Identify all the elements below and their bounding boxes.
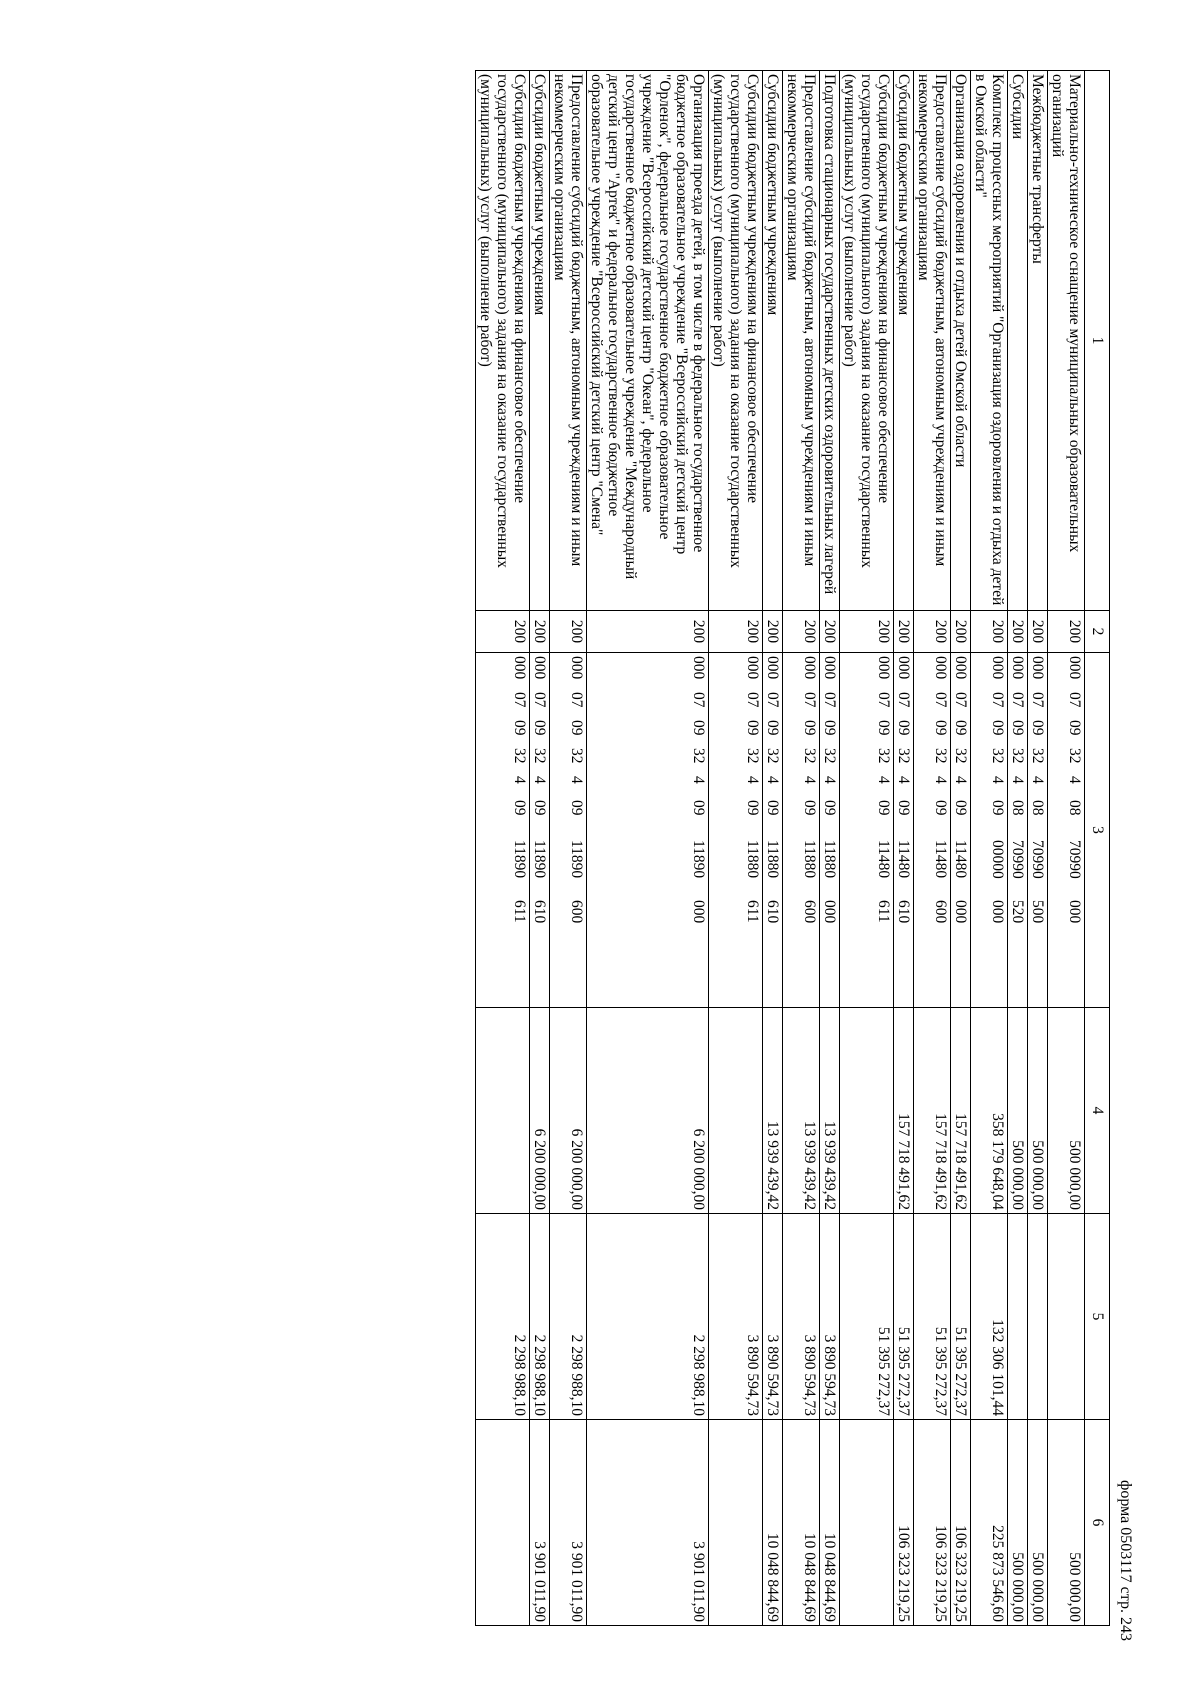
code-segment: 000 (744, 656, 761, 680)
code-segment: 32 (568, 748, 585, 764)
row-amount-col-5: 51 395 272,37 (951, 1214, 971, 1420)
row-amount-col-6: 106 323 219,25 (951, 1420, 971, 1626)
header-col-6: 6 (1085, 1420, 1110, 1626)
code-segment: 09 (511, 800, 528, 816)
header-col-3: 3 (1085, 653, 1110, 1008)
code-segment: 09 (801, 720, 818, 736)
row-budget-code (894, 653, 914, 1008)
row-amount-col-6 (840, 1420, 894, 1626)
code-segment: 70990 (1066, 840, 1083, 879)
row-amount-col-4 (709, 1008, 763, 1214)
code-segment: 70990 (1009, 840, 1026, 879)
code-segment: 07 (952, 692, 969, 708)
code-segment: 09 (875, 800, 892, 816)
code-segment: 32 (764, 748, 781, 764)
code-segment: 4 (1009, 776, 1026, 784)
table-row (587, 71, 709, 1626)
code-segment: 09 (744, 720, 761, 736)
code-segment: 4 (531, 776, 548, 784)
code-segment: 11480 (952, 840, 969, 879)
code-segment: 4 (744, 776, 761, 784)
row-amount-col-5 (1048, 1214, 1085, 1420)
code-segment: 000 (690, 656, 707, 680)
code-segment: 00000 (989, 840, 1006, 879)
row-amount-col-5: 3 890 594,73 (820, 1214, 840, 1420)
table-row (840, 71, 894, 1626)
code-segment: 08 (1009, 800, 1026, 816)
code-segment: 11890 (568, 840, 585, 879)
code-segment: 09 (568, 720, 585, 736)
code-segment: 07 (690, 692, 707, 708)
header-col-2: 2 (1085, 611, 1110, 653)
code-segment: 11480 (895, 840, 912, 879)
code-segment: 07 (801, 692, 818, 708)
code-segment: 000 (952, 900, 969, 924)
code-segment: 09 (989, 720, 1006, 736)
code-segment: 520 (1009, 900, 1026, 924)
row-name: Субсидии (1008, 71, 1028, 611)
code-segment: 08 (1066, 800, 1083, 816)
code-segment: 07 (1009, 692, 1026, 708)
row-amount-col-5 (1028, 1214, 1048, 1420)
row-amount-col-6: 10 048 844,69 (763, 1420, 783, 1626)
code-segment: 000 (875, 656, 892, 680)
code-segment: 000 (1009, 656, 1026, 680)
code-segment: 611 (744, 900, 761, 923)
table-row (1008, 71, 1028, 1626)
row-amount-col-4: 6 200 000,00 (550, 1008, 587, 1214)
code-segment: 610 (764, 900, 781, 924)
row-amount-col-6 (476, 1420, 530, 1626)
row-name: Комплекс процессных мероприятий "Организация оздоровления и отдыха детей в Омской области" (971, 71, 1008, 611)
row-amount-col-6: 225 873 546,60 (971, 1420, 1008, 1626)
code-segment: 4 (821, 776, 838, 784)
row-amount-col-5: 132 306 101,44 (971, 1214, 1008, 1420)
row-name: Предоставление субсидий бюджетным, автономным учреждениям и иным некоммерческим организациям (550, 71, 587, 611)
code-segment: 09 (744, 800, 761, 816)
code-segment: 32 (932, 748, 949, 764)
row-budget-code (550, 653, 587, 1008)
row-amount-col-4: 6 200 000,00 (530, 1008, 550, 1214)
code-segment: 07 (895, 692, 912, 708)
row-name: Межбюджетные трансферты (1028, 71, 1048, 611)
code-segment: 07 (1029, 692, 1046, 708)
row-name: Предоставление субсидий бюджетным, автономным учреждениям и иным некоммерческим организациям (783, 71, 820, 611)
row-amount-col-4: 6 200 000,00 (587, 1008, 709, 1214)
code-segment: 09 (821, 800, 838, 816)
code-segment: 32 (1009, 748, 1026, 764)
code-segment: 000 (1066, 900, 1083, 924)
code-segment: 4 (764, 776, 781, 784)
row-name: Предоставление субсидий бюджетным, автономным учреждениям и иным некоммерческим организациям (914, 71, 951, 611)
code-segment: 09 (989, 800, 1006, 816)
row-budget-code (709, 653, 763, 1008)
code-segment: 000 (690, 900, 707, 924)
code-segment: 09 (932, 720, 949, 736)
code-segment: 4 (511, 776, 528, 784)
code-segment: 32 (1029, 748, 1046, 764)
row-line-code: 200 (587, 611, 709, 653)
row-amount-col-4: 157 718 491,62 (914, 1008, 951, 1214)
row-name: Организация проезда детей, в том числе в федеральное государственное бюджетное образовательное учреждение "Всероссийский детский центр "Орленок", федеральное государственное бюджетное образовательное учреждение "Всероссийский детский центр "Океан", федеральное государственное бюджетное образовательное учреждение "Международный детский центр "Артек" и федеральное государственное бюджетное образовательное учреждение "Всероссийский детский центр "Смена" (587, 71, 709, 611)
code-segment: 600 (568, 900, 585, 924)
code-segment: 4 (568, 776, 585, 784)
code-segment: 4 (1029, 776, 1046, 784)
row-amount-col-6: 3 901 011,90 (587, 1420, 709, 1626)
row-budget-code (840, 653, 894, 1008)
code-segment: 32 (821, 748, 838, 764)
code-segment: 11880 (821, 840, 838, 879)
code-segment: 32 (1066, 748, 1083, 764)
code-segment: 32 (690, 748, 707, 764)
code-segment: 09 (531, 800, 548, 816)
row-line-code: 200 (1048, 611, 1085, 653)
code-segment: 000 (531, 656, 548, 680)
code-segment: 000 (801, 656, 818, 680)
row-budget-code (1008, 653, 1028, 1008)
code-segment: 32 (989, 748, 1006, 764)
code-segment: 09 (690, 800, 707, 816)
row-amount-col-5: 2 298 988,10 (587, 1214, 709, 1420)
code-segment: 4 (952, 776, 969, 784)
code-segment: 09 (690, 720, 707, 736)
row-amount-col-4: 500 000,00 (1028, 1008, 1048, 1214)
row-amount-col-4: 157 718 491,62 (951, 1008, 971, 1214)
code-segment: 07 (744, 692, 761, 708)
code-segment: 611 (511, 900, 528, 923)
code-segment: 000 (989, 656, 1006, 680)
form-reference: форма 0503117 стр. 243 (1117, 1480, 1134, 1641)
code-segment: 09 (1029, 720, 1046, 736)
row-budget-code (971, 653, 1008, 1008)
row-amount-col-6: 500 000,00 (1028, 1420, 1048, 1626)
row-amount-col-5: 3 890 594,73 (763, 1214, 783, 1420)
row-amount-col-4: 13 939 439,42 (783, 1008, 820, 1214)
row-amount-col-4 (476, 1008, 530, 1214)
code-segment: 11480 (932, 840, 949, 879)
code-segment: 4 (690, 776, 707, 784)
row-amount-col-5 (1008, 1214, 1028, 1420)
code-segment: 000 (568, 656, 585, 680)
code-segment: 600 (801, 900, 818, 924)
row-line-code: 200 (894, 611, 914, 653)
code-segment: 4 (932, 776, 949, 784)
code-segment: 09 (1009, 720, 1026, 736)
row-budget-code (783, 653, 820, 1008)
row-budget-code (530, 653, 550, 1008)
row-name: Субсидии бюджетным учреждениям на финансовое обеспечение государственного (муниципального) задания на оказание государственных (муниципальных) услуг (выполнение работ) (476, 71, 530, 611)
table-row (914, 71, 951, 1626)
code-segment: 000 (511, 656, 528, 680)
code-segment: 32 (875, 748, 892, 764)
code-segment: 32 (952, 748, 969, 764)
row-line-code: 200 (763, 611, 783, 653)
code-segment: 09 (764, 720, 781, 736)
code-segment: 09 (568, 800, 585, 816)
header-col-4: 4 (1085, 1008, 1110, 1214)
row-amount-col-5: 51 395 272,37 (840, 1214, 894, 1420)
table-row (476, 71, 530, 1626)
code-segment: 09 (801, 800, 818, 816)
code-segment: 000 (1066, 656, 1083, 680)
code-segment: 09 (932, 800, 949, 816)
row-name: Субсидии бюджетным учреждениям (530, 71, 550, 611)
row-amount-col-6: 3 901 011,90 (530, 1420, 550, 1626)
code-segment: 70990 (1029, 840, 1046, 879)
row-amount-col-6: 3 901 011,90 (550, 1420, 587, 1626)
row-line-code: 200 (550, 611, 587, 653)
code-segment: 11890 (690, 840, 707, 879)
row-name: Субсидии бюджетным учреждениям (763, 71, 783, 611)
table-row (951, 71, 971, 1626)
row-budget-code (1028, 653, 1048, 1008)
header-row (1085, 71, 1110, 1626)
code-segment: 11880 (764, 840, 781, 879)
row-budget-code (914, 653, 951, 1008)
table-row (820, 71, 840, 1626)
code-segment: 07 (875, 692, 892, 708)
code-segment: 09 (1066, 720, 1083, 736)
code-segment: 000 (1029, 656, 1046, 680)
code-segment: 07 (1066, 692, 1083, 708)
code-segment: 09 (895, 800, 912, 816)
code-segment: 07 (932, 692, 949, 708)
code-segment: 000 (932, 656, 949, 680)
code-segment: 32 (895, 748, 912, 764)
row-amount-col-4: 13 939 439,42 (820, 1008, 840, 1214)
code-segment: 11880 (801, 840, 818, 879)
row-budget-code (1048, 653, 1085, 1008)
code-segment: 610 (895, 900, 912, 924)
code-segment: 11480 (875, 840, 892, 879)
code-segment: 4 (895, 776, 912, 784)
row-line-code: 200 (476, 611, 530, 653)
row-line-code: 200 (1008, 611, 1028, 653)
row-amount-col-4: 13 939 439,42 (763, 1008, 783, 1214)
row-name: Подготовка стационарных государственных детских оздоровительных лагерей (820, 71, 840, 611)
code-segment: 09 (821, 720, 838, 736)
table-row (763, 71, 783, 1626)
code-segment: 08 (1029, 800, 1046, 816)
row-line-code: 200 (914, 611, 951, 653)
row-budget-code (763, 653, 783, 1008)
code-segment: 11880 (744, 840, 761, 879)
code-segment: 000 (952, 656, 969, 680)
table-row (971, 71, 1008, 1626)
row-amount-col-5: 51 395 272,37 (914, 1214, 951, 1420)
header-col-5: 5 (1085, 1214, 1110, 1420)
code-segment: 000 (821, 656, 838, 680)
table-row (894, 71, 914, 1626)
row-budget-code (820, 653, 840, 1008)
row-name: Организация оздоровления и отдыха детей Омской области (951, 71, 971, 611)
row-name: Материально-техническое оснащение муниципальных образовательных организаций (1048, 71, 1085, 611)
table-row (550, 71, 587, 1626)
code-segment: 07 (989, 692, 1006, 708)
row-name: Субсидии бюджетным учреждениям на финансовое обеспечение государственного (муниципального) задания на оказание государственных (муниципальных) услуг (выполнение работ) (709, 71, 763, 611)
row-amount-col-6: 106 323 219,25 (914, 1420, 951, 1626)
row-amount-col-6: 500 000,00 (1048, 1420, 1085, 1626)
row-amount-col-4: 358 179 648,04 (971, 1008, 1008, 1214)
row-amount-col-4: 157 718 491,62 (894, 1008, 914, 1214)
row-budget-code (951, 653, 971, 1008)
code-segment: 000 (895, 656, 912, 680)
row-amount-col-5: 51 395 272,37 (894, 1214, 914, 1420)
code-segment: 4 (989, 776, 1006, 784)
row-amount-col-5: 3 890 594,73 (709, 1214, 763, 1420)
table-body (476, 71, 1085, 1626)
code-segment: 500 (1029, 900, 1046, 924)
code-segment: 11890 (531, 840, 548, 879)
code-segment: 07 (764, 692, 781, 708)
code-segment: 4 (875, 776, 892, 784)
row-line-code: 200 (783, 611, 820, 653)
row-amount-col-6: 10 048 844,69 (783, 1420, 820, 1626)
code-segment: 32 (511, 748, 528, 764)
table-row (783, 71, 820, 1626)
code-segment: 000 (989, 900, 1006, 924)
row-line-code: 200 (530, 611, 550, 653)
code-segment: 09 (875, 720, 892, 736)
row-amount-col-4 (840, 1008, 894, 1214)
row-amount-col-5: 2 298 988,10 (530, 1214, 550, 1420)
budget-table (475, 70, 1110, 1626)
row-line-code: 200 (709, 611, 763, 653)
row-line-code: 200 (840, 611, 894, 653)
code-segment: 09 (952, 800, 969, 816)
table-row (1048, 71, 1085, 1626)
code-segment: 32 (801, 748, 818, 764)
table-row (1028, 71, 1048, 1626)
code-segment: 07 (531, 692, 548, 708)
row-name: Субсидии бюджетным учреждениям (894, 71, 914, 611)
row-amount-col-5: 2 298 988,10 (476, 1214, 530, 1420)
code-segment: 07 (511, 692, 528, 708)
code-segment: 09 (895, 720, 912, 736)
table-row (709, 71, 763, 1626)
header-col-1: 1 (1085, 71, 1110, 611)
row-amount-col-6 (709, 1420, 763, 1626)
row-line-code: 200 (820, 611, 840, 653)
code-segment: 000 (764, 656, 781, 680)
code-segment: 600 (932, 900, 949, 924)
code-segment: 4 (1066, 776, 1083, 784)
code-segment: 07 (821, 692, 838, 708)
code-segment: 09 (764, 800, 781, 816)
table-row (530, 71, 550, 1626)
row-amount-col-6: 500 000,00 (1008, 1420, 1028, 1626)
row-amount-col-6: 106 323 219,25 (894, 1420, 914, 1626)
code-segment: 09 (511, 720, 528, 736)
row-amount-col-4: 500 000,00 (1008, 1008, 1028, 1214)
code-segment: 09 (531, 720, 548, 736)
row-name: Субсидии бюджетным учреждениям на финансовое обеспечение государственного (муниципального) задания на оказание государственных (муниципальных) услуг (выполнение работ) (840, 71, 894, 611)
code-segment: 11890 (511, 840, 528, 879)
row-line-code: 200 (971, 611, 1008, 653)
code-segment: 610 (531, 900, 548, 924)
code-segment: 611 (875, 900, 892, 923)
code-segment: 32 (531, 748, 548, 764)
code-segment: 4 (801, 776, 818, 784)
code-segment: 000 (821, 900, 838, 924)
code-segment: 32 (744, 748, 761, 764)
row-amount-col-5: 2 298 988,10 (550, 1214, 587, 1420)
code-segment: 09 (952, 720, 969, 736)
row-budget-code (587, 653, 709, 1008)
row-line-code: 200 (951, 611, 971, 653)
row-line-code: 200 (1028, 611, 1048, 653)
code-segment: 07 (568, 692, 585, 708)
row-amount-col-6: 10 048 844,69 (820, 1420, 840, 1626)
row-budget-code (476, 653, 530, 1008)
row-amount-col-4: 500 000,00 (1048, 1008, 1085, 1214)
row-amount-col-5: 3 890 594,73 (783, 1214, 820, 1420)
